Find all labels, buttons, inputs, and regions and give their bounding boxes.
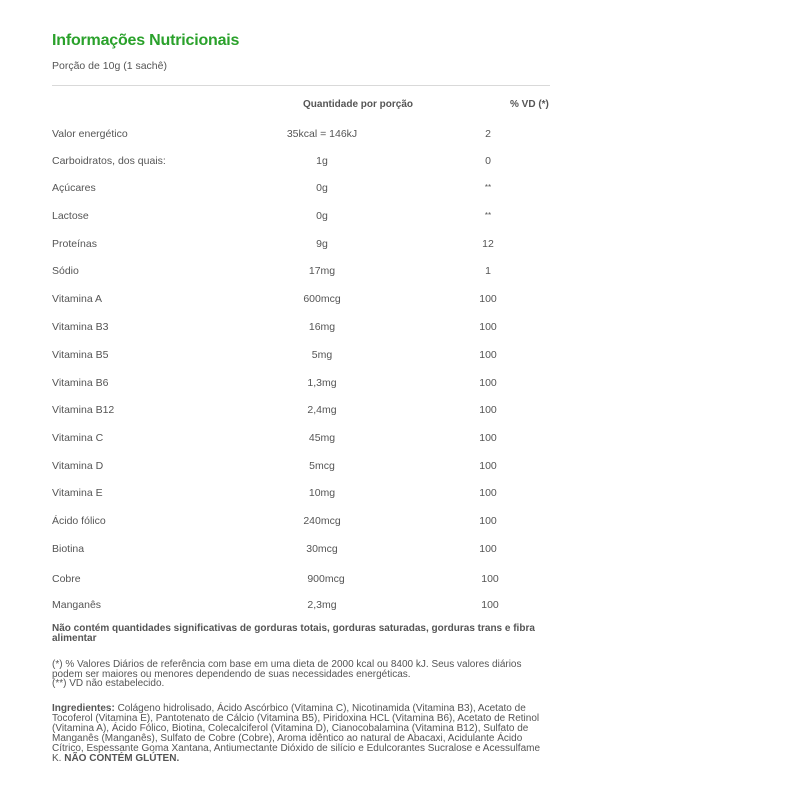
table-row	[0, 127, 800, 141]
footnote-not-established: (**) VD não estabelecido.	[52, 678, 165, 689]
portion-size: Porção de 10g (1 sachê)	[52, 60, 167, 72]
nutrient-daily-value: 1	[485, 265, 491, 277]
table-row	[0, 431, 800, 445]
nutrient-daily-value: 100	[479, 515, 497, 527]
table-row	[0, 572, 800, 586]
nutrient-amount: 30mcg	[306, 543, 338, 555]
nutrient-name: Sódio	[52, 265, 79, 277]
nutrient-daily-value: 2	[485, 128, 491, 140]
table-row	[0, 376, 800, 390]
nutrient-name: Lactose	[52, 210, 89, 222]
nutrient-name: Vitamina B6	[52, 377, 109, 389]
nutrient-amount: 600mcg	[303, 293, 341, 305]
nutrient-amount: 0g	[316, 210, 328, 222]
table-row	[0, 154, 800, 168]
table-row	[0, 542, 800, 556]
nutrient-name: Carboidratos, dos quais:	[52, 155, 166, 167]
nutrient-name: Cobre	[52, 573, 81, 585]
table-row	[0, 320, 800, 334]
nutrient-amount: 45mg	[308, 432, 336, 444]
nutrient-amount: 17mg	[308, 265, 336, 277]
nutrient-name: Vitamina D	[52, 460, 104, 472]
ingredients-block	[52, 704, 552, 764]
footnote-daily-values: (*) % Valores Diários de referência com base em uma dieta de 2000 kcal ou 8400 kJ. Seus valores diários podem ser maiores ou menores dependendo de suas necessidades energéticas.	[52, 659, 522, 680]
page-title: Informações Nutricionais	[52, 32, 240, 49]
table-row	[0, 514, 800, 528]
nutrient-daily-value: 100	[479, 460, 497, 472]
table-row	[0, 459, 800, 473]
nutrient-name: Vitamina B3	[52, 321, 109, 333]
nutrient-daily-value: 100	[481, 599, 499, 611]
table-row	[0, 598, 800, 612]
nutrient-daily-value: 0	[485, 155, 491, 167]
nutrient-name: Vitamina A	[52, 293, 103, 305]
nutrient-daily-value: 100	[479, 377, 497, 389]
nutrient-amount: 2,4mg	[307, 404, 337, 416]
nutrient-daily-value: 100	[479, 543, 497, 555]
nutrient-name: Vitamina B12	[52, 404, 115, 416]
ingredients-list: Colágeno hidrolisado, Ácido Ascórbico (Vitamina C), Nicotinamida (Vitamina B3), Acetato de Tocoferol (Vitamina E), Pantotenato de Cálcio (Vitamina B5), Piridoxina HCL (Vitamina B6), Acetato de Retinol (Vitamina A), Ácido Fólico, Biotina, Colecalciferol (Vitamina D), Cianocobalamina (Vitamina B12), Sulfato de Manganês (Manganês), Sulfato de Cobre (Cobre), Aroma idêntico ao natural de Abacaxi, Acidulante Ácido Cítrico, Espessante Goma Xantana, Antiumectante Dióxido de silício e Edulcorantes Sucralose e Acessulfame K.	[52, 703, 541, 764]
nutrient-name: Vitamina C	[52, 432, 104, 444]
nutrient-daily-value: 100	[479, 404, 497, 416]
table-row	[0, 403, 800, 417]
nutrient-amount: 1,3mg	[307, 377, 337, 389]
nutrient-name: Manganês	[52, 599, 102, 611]
nutrient-amount: 240mcg	[303, 515, 341, 527]
nutrient-name: Ácido fólico	[52, 515, 106, 527]
column-header-quantity: Quantidade por porção	[303, 99, 414, 110]
nutrient-daily-value: 100	[479, 321, 497, 333]
table-row	[0, 292, 800, 306]
nutrient-daily-value: 100	[479, 349, 497, 361]
nutrient-amount: 0g	[316, 182, 328, 194]
nutrient-daily-value: 100	[479, 487, 497, 499]
nutrient-name: Biotina	[52, 543, 85, 555]
table-row	[0, 264, 800, 278]
ingredients-label: Ingredientes:	[52, 703, 115, 714]
header-divider	[52, 85, 550, 86]
nutrient-name: Vitamina E	[52, 487, 103, 499]
nutrient-amount: 9g	[316, 238, 328, 250]
nutrient-amount: 35kcal = 146kJ	[286, 128, 358, 140]
nutrient-daily-value: **	[484, 211, 492, 220]
table-row	[0, 348, 800, 362]
table-row	[0, 209, 800, 223]
gluten-free-notice: NÃO CONTÉM GLÚTEN.	[64, 753, 180, 764]
nutrient-daily-value: **	[484, 183, 492, 192]
column-header-daily-value: % VD (*)	[510, 99, 549, 110]
nutrient-amount: 5mcg	[309, 460, 335, 472]
table-row	[0, 181, 800, 195]
not-significant-note: Não contém quantidades significativas de gorduras totais, gorduras saturadas, gorduras trans e fibra alimentar	[52, 623, 535, 644]
nutrient-name: Valor energético	[52, 128, 128, 140]
footnotes	[52, 660, 552, 689]
nutrient-name: Açúcares	[52, 182, 96, 194]
nutrient-daily-value: 100	[479, 432, 497, 444]
nutrient-daily-value: 100	[481, 573, 499, 585]
table-row	[0, 486, 800, 500]
nutrient-daily-value: 12	[482, 238, 494, 250]
nutrient-amount: 5mg	[311, 349, 333, 361]
nutrient-amount: 10mg	[308, 487, 336, 499]
nutrient-amount: 2,3mg	[307, 599, 337, 611]
nutrient-amount: 16mg	[308, 321, 336, 333]
nutrient-name: Vitamina B5	[52, 349, 109, 361]
table-row	[0, 237, 800, 251]
nutrient-amount: 900mcg	[307, 573, 345, 585]
nutrient-amount: 1g	[316, 155, 328, 167]
nutrient-daily-value: 100	[479, 293, 497, 305]
nutrient-name: Proteínas	[52, 238, 97, 250]
